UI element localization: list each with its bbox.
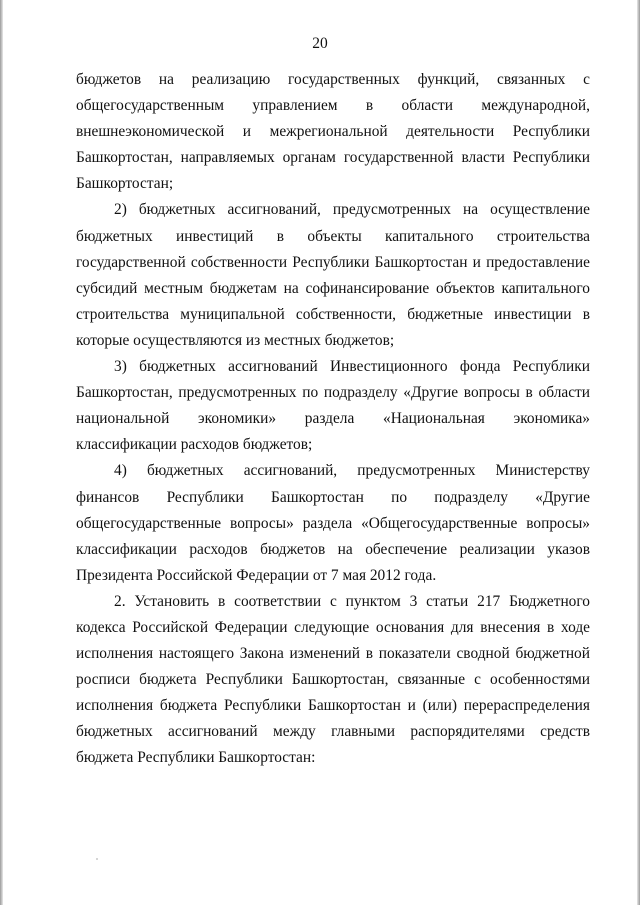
paragraph-item-2: 2) бюджетных ассигнований, предусмотренных на осуществление бюджетных инвестиций в объекты капитального строительства государственной собственности Республики Башкортостан и предоставление субсидий местным бюджетам на софинансирование объектов капитального строительства муниципальной собственности, бюджетные инвестиции в которые осуществляются из местных бюджетов;: [76, 201, 590, 349]
scan-edge-left: [0, 0, 3, 905]
paragraph-item-4: 4) бюджетных ассигнований, предусмотренных Министерству финансов Республики Башкортостан по подразделу «Другие общегосударственные вопросы» раздела «Общегосударственные вопросы» классификации расходов бюджетов на обеспечение реализации указов Президента Российской Федерации от 7 мая 2012 года.: [76, 462, 590, 584]
page-number: 20: [312, 35, 328, 52]
document-body: [76, 67, 590, 772]
scan-speck: [96, 858, 98, 860]
paragraph-item-3: 3) бюджетных ассигнований Инвестиционного фонда Республики Башкортостан, предусмотренных по подразделу «Другие вопросы в области национальной экономики» раздела «Национальная экономика» классификации расходов бюджетов;: [76, 358, 590, 454]
paragraph-clause-2: 2. Установить в соответствии с пунктом 3 статьи 217 Бюджетного кодекса Российской Федерации следующие основания для внесения в ходе исполнения настоящего Закона изменений в показатели сводной бюджетной росписи бюджета Республики Башкортостан, связанные с особенностями исполнения бюджета Республики Башкортостан и (или) перераспределения бюджетных ассигнований между главными распорядителями средств бюджета Республики Башкортостан:: [76, 592, 590, 767]
paragraph-continuation: бюджетов на реализацию государственных функций, связанных с общегосударственным управлением в области международной, внешнеэкономической и межрегиональной деятельности Республики Башкортостан, направляемых органам государственной власти Республики Башкортостан;: [76, 71, 590, 193]
